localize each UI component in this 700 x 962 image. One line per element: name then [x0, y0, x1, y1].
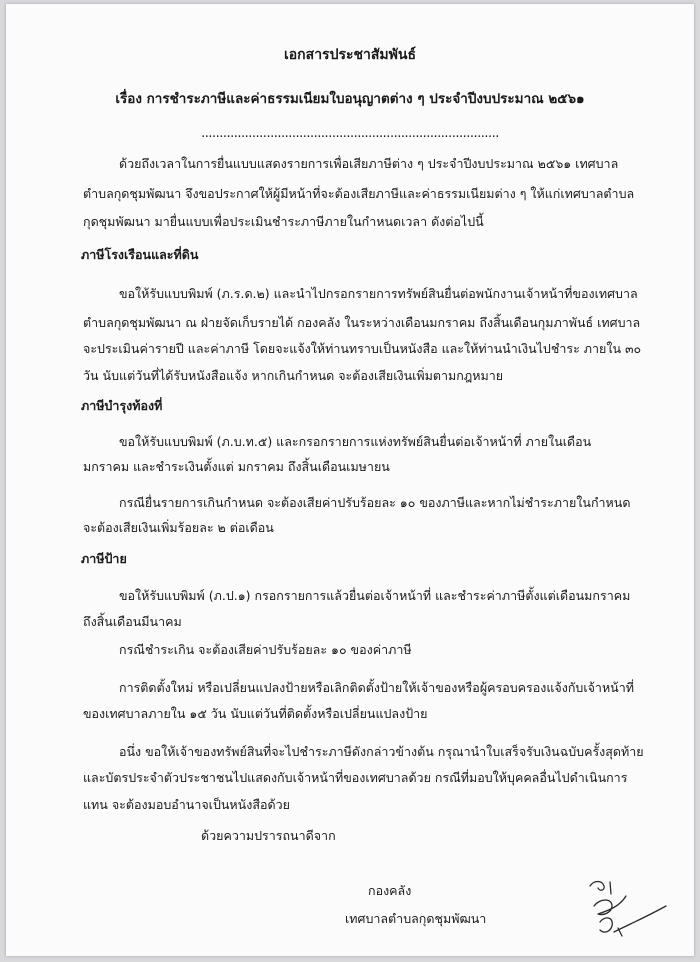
- local-tax-line-1: ขอให้รับแบบพิมพ์ (ภ.บ.ท.๕) และกรอกรายการแห่งทรัพย์สินยื่นต่อเจ้าหน้าที่ ภายในเดือน: [119, 434, 592, 449]
- section-heading-local-tax: ภาษีบำรุงท้องที่: [81, 398, 163, 413]
- signature-department: กองคลัง: [368, 883, 412, 898]
- handwritten-signature: [570, 876, 670, 951]
- intro-line-2: ตำบลกุดชุมพัฒนา จึงขอประกาศให้ผู้มีหน้าที่จะต้องเสียภาษีและค่าธรรมเนียมต่าง ๆ ให้แก่เทศบาลตำบล: [83, 186, 635, 201]
- local-tax-line-3: กรณียื่นรายการเกินกำหนด จะต้องเสียค่าปรับร้อยละ ๑๐ ของภาษีและหากไม่ชำระภายในกำหนด: [119, 495, 631, 510]
- signboard-tax-line-5: ของเทศบาลภายใน ๑๕ วัน นับแต่วันที่ติดตั้งหรือเปลี่ยนแปลงป้าย: [83, 706, 428, 721]
- property-tax-line-1: ขอให้รับแบบพิมพ์ (ภ.ร.ด.๒) และนำไปกรอกรายการทรัพย์สินยื่นต่อพนักงานเจ้าหน้าที่ของเทศบาล: [119, 286, 638, 301]
- document-title: เอกสารประชาสัมพันธ์: [283, 47, 416, 63]
- property-tax-line-3: จะประเมินค่ารายปี และค่าภาษี โดยจะแจ้งให้ท่านทราบเป็นหนังสือ และให้ท่านนำเงินไปชำระ ภายใน ๓๐: [83, 341, 642, 356]
- closing-line-2: และบัตรประจำตัวประชาชนไปแสดงกับเจ้าหน้าที่ของเทศบาลด้วย กรณีที่มอบให้บุคคลอื่นไปดำเนินการ: [83, 770, 628, 785]
- local-tax-line-4: จะต้องเสียเงินเพิ่มร้อยละ ๒ ต่อเดือน: [83, 520, 274, 535]
- signboard-tax-line-3: กรณีชำระเกิน จะต้องเสียค่าปรับร้อยละ ๑๐ ของค่าภาษี: [119, 642, 412, 657]
- property-tax-line-2: ตำบลกุดชุมพัฒนา ณ ฝ่ายจัดเก็บรายได้ กองคลัง ในระหว่างเดือนมกราคม ถึงสิ้นเดือนกุมภาพันธ์ เทศบาล: [83, 315, 641, 330]
- signboard-tax-line-1: ขอให้รับแบพิมพ์ (ภ.ป.๑) กรอกรายการแล้วยื่นต่อเจ้าหน้าที่ และชำระค่าภาษีตั้งแต่เดือนมกราคม: [119, 588, 631, 603]
- document-subject: เรื่อง การชำระภาษีและค่าธรรมเนียมใบอนุญาตต่าง ๆ ประจำปีงบประมาณ ๒๕๖๑: [115, 91, 585, 107]
- signboard-tax-line-4: การติดตั้งใหม่ หรือเปลี่ยนแปลงป้ายหรือเลิกติดตั้งป้ายให้เจ้าของหรือผู้ครอบครองแจ้งกับเจ้าหน้าที่: [119, 680, 634, 695]
- intro-line-3: กุดชุมพัฒนา มายื่นแบบเพื่อประเมินชำระภาษีภายในกำหนดเวลา ดังต่อไปนี้: [83, 214, 484, 229]
- intro-line-1: ด้วยถึงเวลาในการยื่นแบบแสดงรายการเพื่อเสียภาษีต่าง ๆ ประจำปีงบประมาณ ๒๕๖๑ เทศบาล: [119, 156, 619, 171]
- property-tax-line-4: วัน นับแต่วันที่ได้รับหนังสือแจ้ง หากเกินกำหนด จะต้องเสียเงินเพิ่มตามกฎหมาย: [83, 368, 504, 383]
- regards-text: ด้วยความปรารถนาดีจาก: [201, 828, 336, 843]
- local-tax-line-2: มกราคม และชำระเงินตั้งแต่ มกราคม ถึงสิ้นเดือนเมษายน: [83, 459, 390, 474]
- signature-organization: เทศบาลตำบลกุดชุมพัฒนา: [345, 911, 487, 926]
- closing-line-3: แทน จะต้องมอบอำนาจเป็นหนังสือด้วย: [83, 797, 290, 812]
- signboard-tax-line-2: ถึงสิ้นเดือนมีนาคม: [83, 614, 182, 629]
- section-heading-property-tax: ภาษีโรงเรือนและที่ดิน: [81, 247, 199, 262]
- dotted-divider: ..................................................................................: [201, 126, 499, 141]
- closing-line-1: อนึ่ง ขอให้เจ้าของทรัพย์สินที่จะไปชำระภาษีดังกล่าวข้างต้น กรุณานำใบเสร็จรับเงินฉบับครั้งสุดท้าย: [119, 744, 644, 759]
- section-heading-signboard-tax: ภาษีป้าย: [81, 551, 127, 566]
